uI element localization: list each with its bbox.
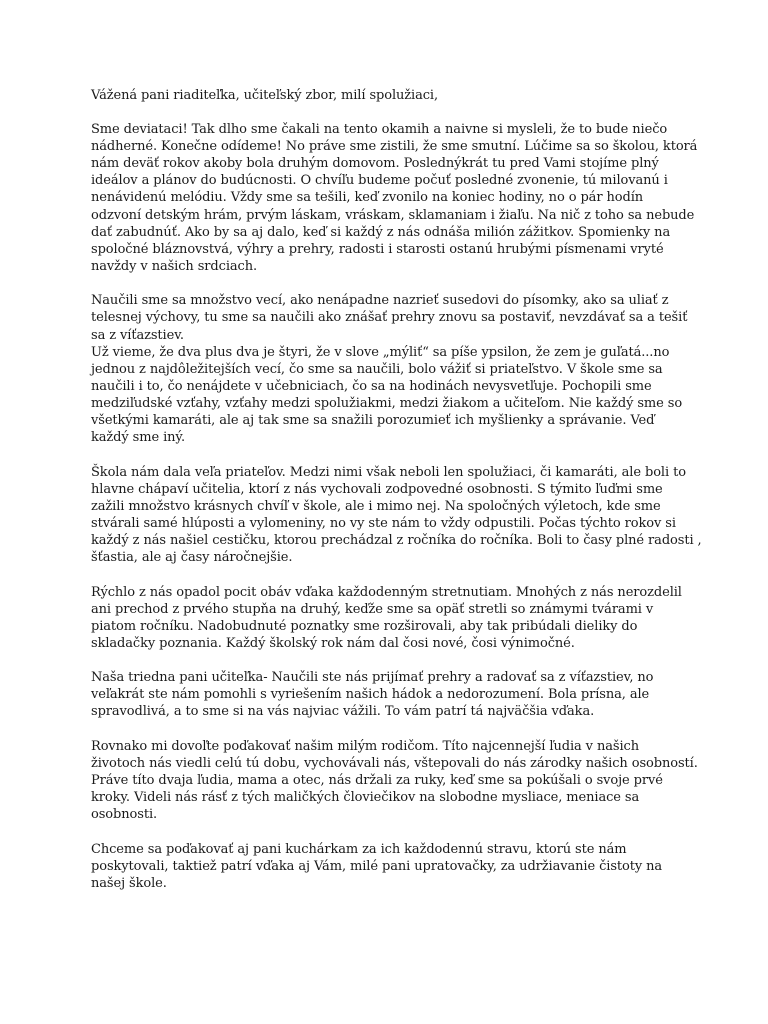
paragraph-line: šťastia, ale aj časy náročnejšie. (91, 550, 293, 566)
paragraph-line: zažili množstvo krásnych chvíľ v škole, ale i mimo nej. Na spoločných výletoch, kde sme (91, 498, 661, 514)
paragraph-line: jednou z najdôležitejších vecí, čo sme sa naučili, bolo vážiť si priateľstvo. V škole sme sa (91, 361, 663, 377)
paragraph-line: našej škole. (91, 876, 167, 891)
paragraph-line: Škola nám dala veľa priateľov. Medzi nimi však neboli len spolužiaci, či kamaráti, ale boli to (91, 464, 686, 480)
paragraph-line: odzvoní detským hrám, prvým láskam, vráskam, sklamaniam i žiaľu. Na nič z toho sa nebude (91, 207, 695, 223)
paragraph-line: medziľudské vzťahy, vzťahy medzi spolužiakmi, medzi žiakom a učiteľom. Nie každý sme so (91, 395, 683, 411)
paragraph-line: ideálov a plánov do budúcnosti. O chvíľu budeme počuť posledné zvonenie, tú milovanú i (91, 173, 668, 189)
paragraph-line: životoch nás viedli celú tú dobu, vychovávali nás, vštepovali do nás zárodky našich osobností. (91, 756, 698, 772)
paragraph-line: všetkými kamaráti, ale aj tak sme sa snažili porozumieť ich myšlienky a správanie. Veď (91, 412, 655, 428)
paragraph-line: skladačky poznania. Každý školský rok nám dal čosi nové, čosi výnimočné. (91, 635, 575, 651)
paragraph-line: telesnej výchovy, tu sme sa naučili ako znášať prehry znovu sa postaviť, nevzdávať sa a tešiť (91, 310, 688, 326)
paragraph-line: ani prechod z prvého stupňa na druhý, keďže sme sa opäť stretli so známymi tvárami v (91, 601, 654, 617)
paragraph-line: Naučili sme sa množstvo vecí, ako nenápadne nazrieť susedovi do písomky, ako sa uliať z (91, 293, 669, 309)
paragraph-line: spoločné bláznovstvá, výhry a prehry, radosti i starosti ostanú hrubými písmenami vryté (91, 241, 664, 257)
paragraph-line: nám deväť rokov akoby bola druhým domovom. Poslednýkrát tu pred Vami stojíme plný (91, 156, 659, 172)
greeting-line: Vážená pani riaditeľka, učiteľský zbor, milí spolužiaci, (91, 88, 439, 103)
paragraph-6 (91, 738, 698, 823)
paragraph-2 (91, 292, 691, 446)
paragraph-line: dať zabudnúť. Ako by sa aj dalo, keď si každý z nás odnáša milión zážitkov. Spomienky na (91, 224, 671, 240)
paragraph-4 (91, 584, 691, 652)
paragraph-line: nádherné. Konečne odídeme! No práve sme zistili, že sme smutní. Lúčime sa so školou, ktorá (91, 139, 698, 155)
paragraph-line: Práve títo dvaja ľudia, mama a otec, nás držali za ruky, keď sme sa pokúšali o svoje prvé (91, 773, 663, 789)
paragraph-line: Rýchlo z nás opadol pocit obáv vďaka každodenným stretnutiam. Mnohých z nás nerozdelil (91, 584, 682, 600)
paragraph-line: stvárali samé hlúposti a vylomeniny, no vy ste nám to vždy odpustili. Počas týchto rokov si (91, 515, 676, 531)
paragraph-line: poskytovali, taktiež patrí vďaka aj Vám, milé pani upratovačky, za udržiavanie čistoty na (91, 858, 663, 874)
paragraph-line: každý z nás našiel cestičku, ktorou prechádzal z ročníka do ročníka. Boli to časy plné radosti , (91, 532, 702, 548)
paragraph-line: kroky. Videli nás rásť z tých maličkých človiečikov na slobodne mysliace, meniace sa (91, 790, 640, 806)
paragraph-line: Už vieme, že dva plus dva je štyri, že v slove „mýliť“ sa píše ypsilon, že zem je guľatá...no (91, 344, 670, 360)
paragraph-line: Rovnako mi dovoľte poďakovať našim milým rodičom. Títo najcennejší ľudia v našich (91, 738, 639, 754)
paragraph-line: veľakrát ste nám pomohli s vyriešením našich hádok a nedorozumení. Bola prísna, ale (91, 687, 650, 703)
paragraph-line: piatom ročníku. Nadobudnuté poznatky sme rozširovali, aby tak pribúdali dieliky do (91, 618, 638, 634)
paragraph-line: Chceme sa poďakovať aj pani kuchárkam za ich každodennú stravu, ktorú ste nám (91, 841, 627, 857)
paragraph-1 (91, 121, 698, 275)
paragraph-5 (91, 669, 691, 720)
paragraph-line: každý sme iný. (91, 430, 185, 446)
paragraph-line: hlavne chápaví učitelia, ktorí z nás vychovali zodpovedné osobnosti. S týmito ľuďmi sme (91, 481, 663, 497)
paragraph-3 (91, 464, 702, 567)
paragraph-line: navždy v našich srdciach. (91, 258, 258, 274)
paragraph-line: naučili i to, čo nenájdete v učebniciach, čo sa na hodinách nevysvetľuje. Pochopili sme (91, 378, 652, 394)
paragraph-line: spravodlivá, a to sme si na vás najviac vážili. To vám patrí tá najväčšia vďaka. (91, 704, 595, 720)
paragraph-line: nenávidenú melódiu. Vždy sme sa tešili, keď zvonilo na koniec hodiny, no o pár hodín (91, 190, 644, 206)
paragraph-line: osobnosti. (91, 807, 158, 823)
document-body (91, 87, 702, 892)
paragraph-7 (91, 841, 691, 892)
greeting (91, 87, 691, 104)
paragraph-line: Naša triedna pani učiteľka- Naučili ste nás prijímať prehry a radovať sa z víťazstiev, no (91, 670, 654, 686)
paragraph-line: Sme deviataci! Tak dlho sme čakali na tento okamih a naivne si mysleli, že to bude niečo (91, 122, 668, 138)
paragraph-line: sa z víťazstiev. (91, 327, 184, 343)
